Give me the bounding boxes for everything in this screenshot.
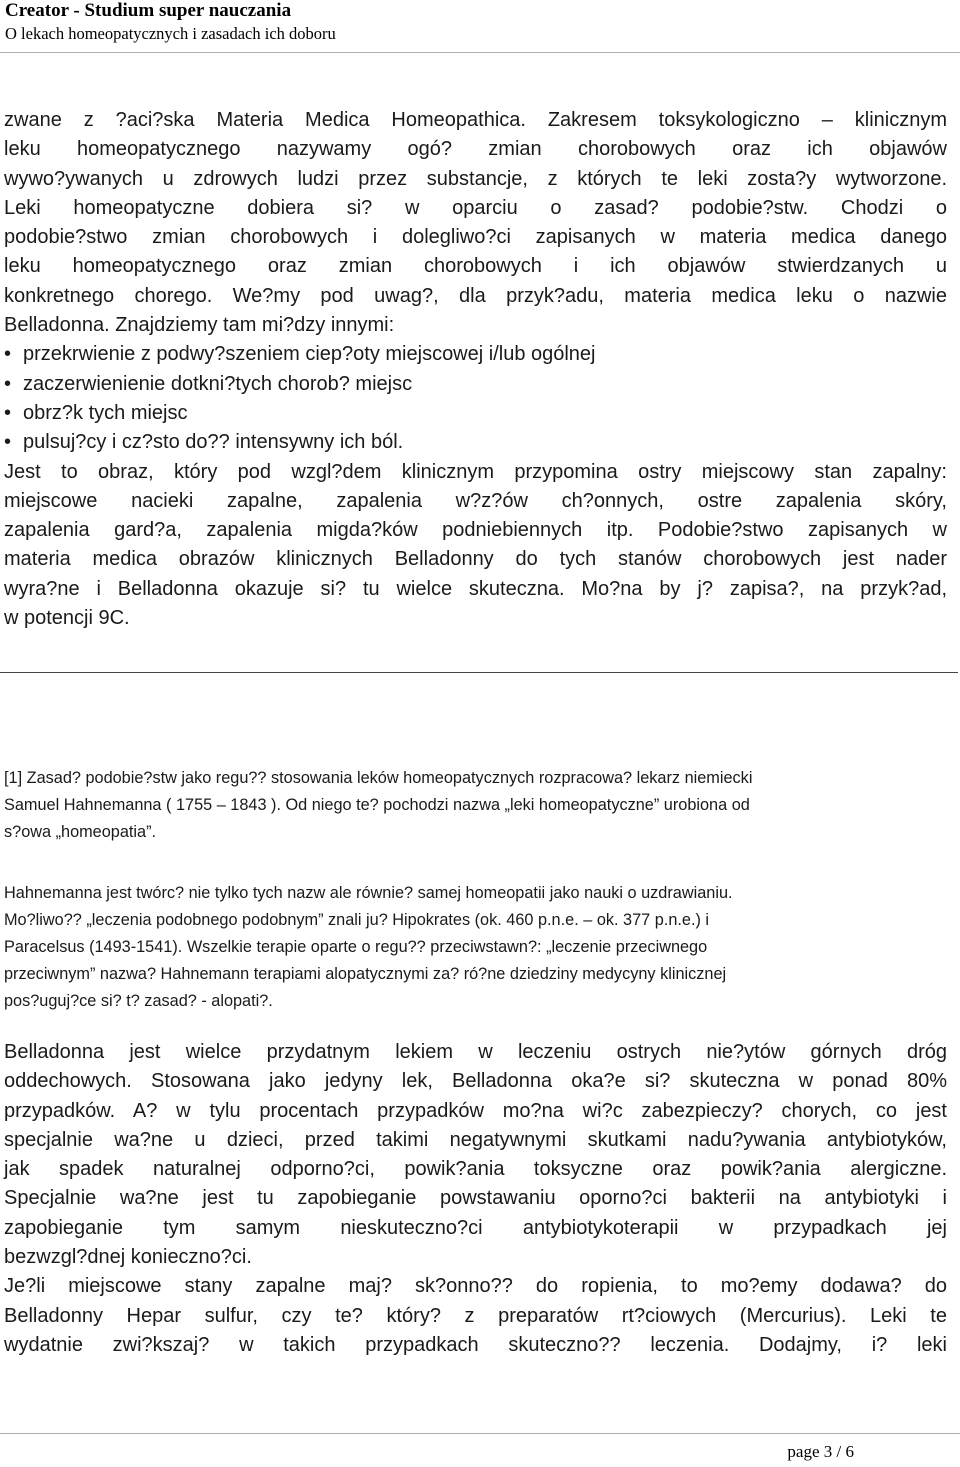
text-line: leku homeopatycznego oraz zmian chorobowych i ich objawów stwierdzanych u [4, 255, 947, 278]
continuation-text [4, 1038, 947, 1360]
text-line: zapobieganie tym samym nieskuteczno?ci antybiotykoterapii w przypadkach jej [4, 1216, 947, 1239]
text-line: Specjalnie wa?ne jest tu zapobieganie powstawaniu oporno?ci bakterii na antybiotyki i [4, 1187, 947, 1210]
text-line: Belladonna jest wielce przydatnym lekiem w leczeniu ostrych nie?ytów górnych dróg [4, 1041, 947, 1063]
text-line: wywo?ywanych u zdrowych ludzi przez substancje, z których te leki zosta?y wytworzone. [4, 167, 947, 190]
text-line: leku homeopatycznego nazywamy ogó? zmian chorobowych oraz ich objawów [4, 138, 947, 161]
text-line: w potencji 9C. [4, 607, 130, 630]
footer-divider [0, 1433, 960, 1434]
footnote-line: Paracelsus (1493-1541). Wszelkie terapie oparte o regu?? przeciwstawn?: „leczenie przeciwnego [4, 938, 708, 956]
text-line: jak spadek naturalnej odporno?ci, powik?ania toksyczne oraz powik?ania alergiczne. [4, 1158, 947, 1181]
paragraph-1 [4, 106, 947, 340]
text-line: wyra?ne i Belladonna okazuje si? tu wielce skuteczna. Mo?na by j? zapisa?, na przyk?ad, [4, 577, 947, 600]
symptom-list [4, 340, 947, 457]
footnote-2 [4, 880, 944, 1015]
text-line: Belladonny Hepar sulfur, czy te? który? z preparatów rt?ciowych (Mercurius). Leki te [4, 1304, 947, 1327]
site-title: Creator - Studium super nauczania [5, 0, 292, 21]
footnote-line: Hahnemanna jest twórc? nie tylko tych nazw ale równie? samej homeopatii jako nauki o uzdrawianiu. [4, 884, 733, 902]
header-divider [0, 52, 960, 53]
footnote-line: [1] Zasad? podobie?stw jako regu?? stosowania leków homeopatycznych rozpracowa? lekarz niemiecki [4, 769, 753, 787]
text-line: specjalnie wa?ne u dzieci, przed takimi negatywnymi skutkami nadu?ywania antybiotyków, [4, 1128, 947, 1151]
footnotes [4, 765, 944, 1015]
list-item [4, 399, 947, 428]
bullet-icon: • [4, 431, 12, 454]
text-line: zapalenia gard?a, zapalenia migda?ków podniebiennych itp. Podobie?stwo zapisanych w [4, 519, 947, 542]
text-line: przypadków. A? w tylu procentach przypadków mo?na wi?c zabezpieczy? chorych, co jest [4, 1099, 947, 1122]
footnote-line: Samuel Hahnemanna ( 1755 – 1843 ). Od niego te? pochodzi nazwa „leki homeopatyczne” urobiona od [4, 796, 750, 814]
list-item-text: obrz?k tych miejsc [23, 401, 188, 424]
list-item-text: przekrwienie z podwy?szeniem ciep?oty miejscowej i/lub ogólnej [23, 343, 596, 366]
text-line: Jest to obraz, który pod wzgl?dem klinicznym przypomina ostry miejscowy stan zapalny: [4, 460, 947, 483]
text-line: Belladonna. Znajdziemy tam mi?dzy innymi: [4, 314, 395, 337]
article-subtitle: O lekach homeopatycznych i zasadach ich doboru [5, 24, 336, 43]
footnote-line: Mo?liwo?? „leczenia podobnego podobnym” znali ju? Hipokrates (ok. 460 p.n.e. – ok. 377 p.n.e.) i [4, 911, 710, 929]
main-text [4, 106, 947, 633]
text-line: miejscowe nacieki zapalne, zapalenia w?z?ów ch?onnych, ostre zapalenia skóry, [4, 489, 947, 512]
text-line: zwane z ?aci?ska Materia Medica Homeopathica. Zakresem toksykologiczno – klinicznym [4, 109, 947, 131]
text-line: Leki homeopatyczne dobiera si? w oparciu o zasad? podobie?stw. Chodzi o [4, 196, 947, 219]
text-line: konkretnego chorego. We?my pod uwag?, dla przyk?adu, materia medica leku o nazwie [4, 284, 947, 307]
footnote-line: s?owa „homeopatia”. [4, 823, 157, 841]
text-line: oddechowych. Stosowana jako jedyny lek, Belladonna oka?e si? skuteczna w ponad 80% [4, 1070, 947, 1093]
footnote-line: pos?uguj?ce si? t? zasad? - alopati?. [4, 992, 273, 1010]
text-line: bezwzgl?dnej konieczno?ci. [4, 1246, 252, 1269]
paragraph-4 [4, 1272, 947, 1360]
list-item [4, 340, 947, 369]
page-number: page 3 / 6 [787, 1442, 854, 1461]
footnote-1 [4, 765, 944, 846]
text-line: materia medica obrazów klinicznych Belladonny do tych stanów chorobowych jest nader [4, 548, 947, 571]
text-line: podobie?stwo zmian chorobowych i dolegliwo?ci zapisanych w materia medica danego [4, 226, 947, 249]
list-item [4, 370, 947, 399]
text-line: wydatnie zwi?kszaj? w takich przypadkach skuteczno?? leczenia. Dodajmy, i? leki [4, 1333, 947, 1356]
list-item [4, 428, 947, 457]
list-item-text: zaczerwienienie dotkni?tych chorob? miejsc [23, 372, 413, 395]
bullet-icon: • [4, 343, 12, 366]
paragraph-2 [4, 458, 947, 634]
footnote-separator [0, 672, 958, 673]
footnote-line: przeciwnym” nazwa? Hahnemann terapiami alopatycznymi za? ró?ne dziedziny medycyny klinicznej [4, 965, 727, 983]
text-line: Je?li miejscowe stany zapalne maj? sk?onno?? do ropienia, to mo?emy dodawa? do [4, 1275, 947, 1298]
list-item-text: pulsuj?cy i cz?sto do?? intensywny ich ból. [23, 431, 404, 454]
bullet-icon: • [4, 401, 12, 424]
bullet-icon: • [4, 372, 12, 395]
paragraph-3 [4, 1038, 947, 1272]
